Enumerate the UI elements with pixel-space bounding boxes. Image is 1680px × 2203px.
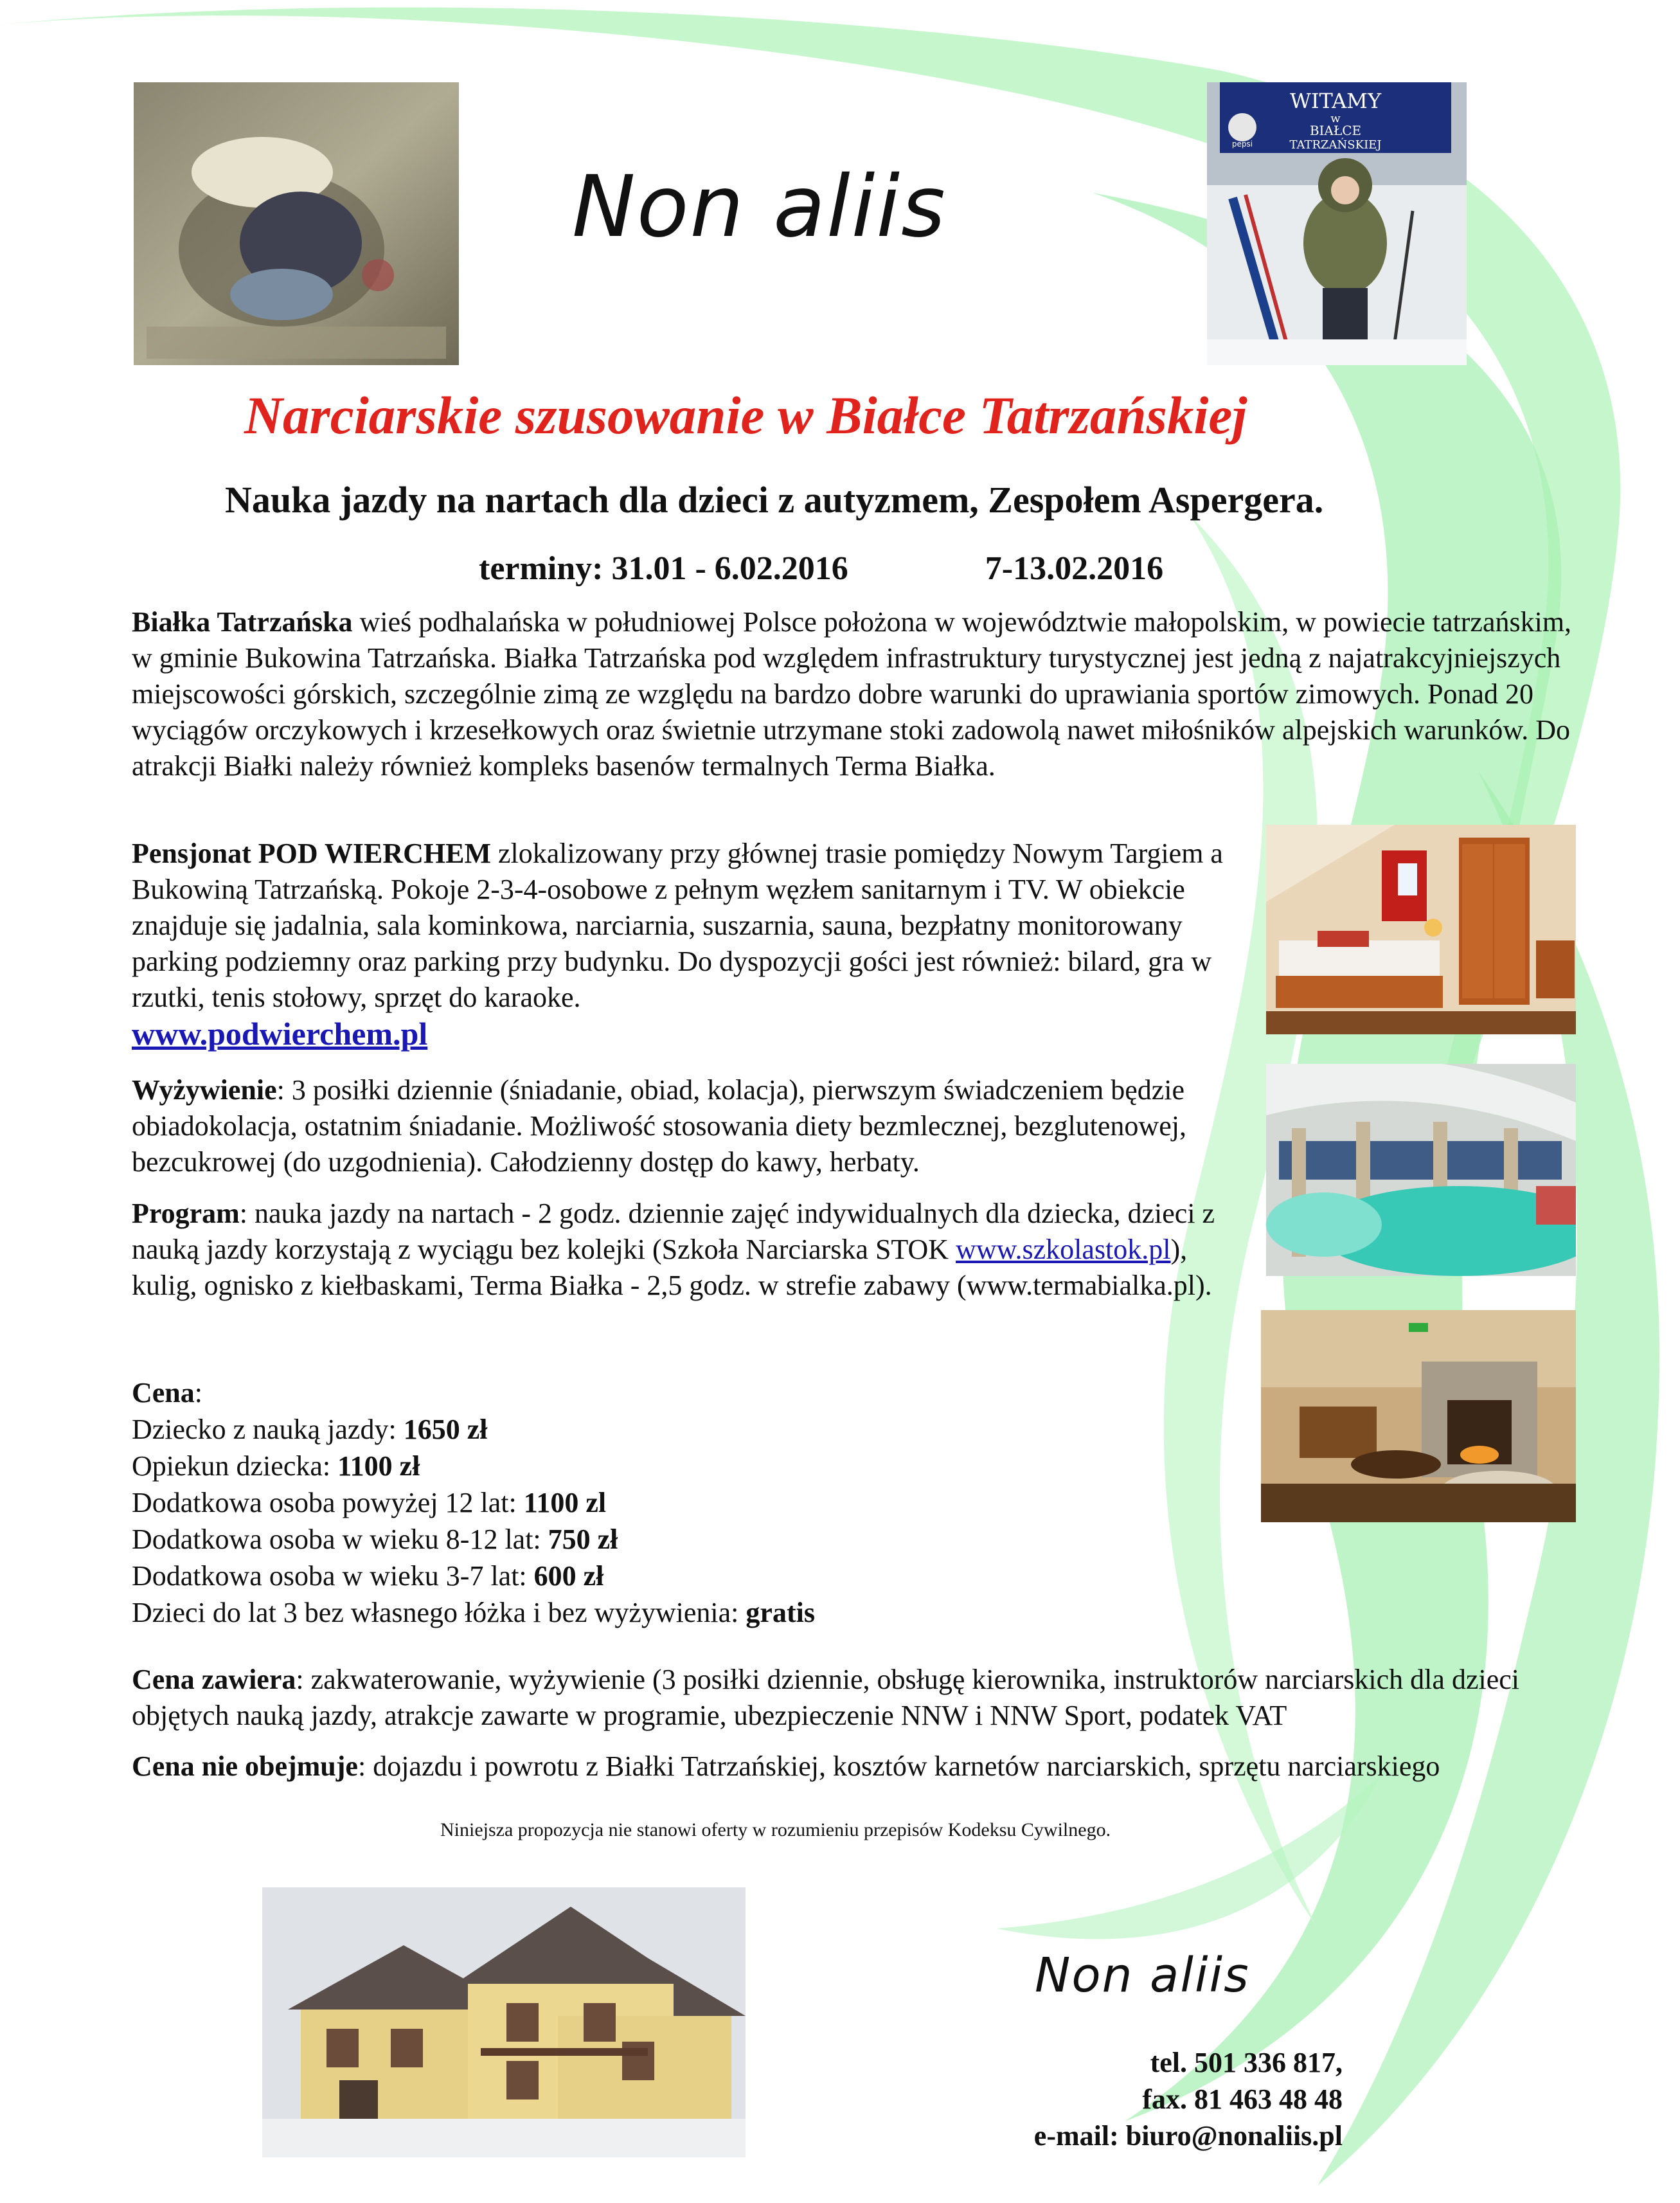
price-label: Cena <box>132 1377 195 1408</box>
price-item-label: Dodatkowa osoba w wieku 3-7 lat: <box>132 1560 534 1592</box>
price-includes-paragraph <box>132 1662 1591 1734</box>
price-item-value: 1100 zł <box>337 1450 420 1482</box>
intro-text: wieś podhalańska w południowej Polsce położona w województwie małopolskim, w powiecie tatrzańskim, w gminie Bukowina Tatrzańska. Białka Tatrzańska pod względem infrastruktury turystycznej jest jedną z najatrakcyjniejszych miejscowości górskich, szczególnie zimą ze względu na bardzo dobre warunki do uprawiania sportów zimowych. Ponad 20 wyciągów orczykowych i krzesełkowych oraz świetnie utrzymane stoki zadowolą nawet miłośników alpejskich warunków. Do atrakcji Białki należy również kompleks basenów termalnych Terma Białka. <box>132 606 1572 782</box>
brand-logo-top: Non aliis <box>572 157 947 256</box>
price-header <box>132 1374 815 1411</box>
welcome-sign-line-2: w <box>1330 112 1341 125</box>
price-item-label: Opiekun dziecka: <box>132 1450 338 1482</box>
price-item <box>132 1594 815 1631</box>
price-item-value: gratis <box>746 1597 815 1628</box>
welcome-sign-line-1: WITAMY <box>1289 89 1382 113</box>
price-item <box>132 1558 815 1594</box>
meals-label: Wyżywienie <box>132 1074 277 1106</box>
includes-label: Cena zawiera <box>132 1664 296 1695</box>
program-text-before: : nauka jazdy na nartach - 2 godz. dziennie zajęć indywidualnych dla dziecka, dzieci z nauką jazdy korzystają z wyciągu bez kolejki (Szkoła Narciarska STOK <box>132 1198 1215 1265</box>
meals-text: : 3 posiłki dziennie (śniadanie, obiad, kolacja), pierwszym świadczeniem będzie obiadokolacja, ostatnim śniadanie. Możliwość stosowania diety bezmlecznej, bezglutenowej, bezcukrowej (do uzgodnienia). Całodzienny dostęp do kawy, herbaty. <box>132 1074 1186 1178</box>
excludes-label: Cena nie obejmuje <box>132 1750 358 1782</box>
ski-school-link[interactable]: www.szkolastok.pl <box>956 1234 1171 1265</box>
dates-first: terminy: 31.01 - 6.02.2016 <box>479 550 848 587</box>
price-item-value: 1100 zl <box>523 1487 607 1518</box>
legal-disclaimer: Niniejsza propozycja nie stanowi oferty w rozumieniu przepisów Kodeksu Cywilnego. <box>440 1819 1111 1840</box>
price-item <box>132 1484 815 1521</box>
price-item-label: Dzieci do lat 3 bez własnego łóżka i bez wyżywienia: <box>132 1597 746 1628</box>
program-text-after: ), kulig, ognisko z kiełbaskami, Terma Białka - 2,5 godz. w strefie zabawy (www.termabialka.pl). <box>132 1234 1212 1301</box>
pension-website-link[interactable]: www.podwierchem.pl <box>132 1016 428 1052</box>
brand-logo-bottom: Non aliis <box>1035 1948 1250 2003</box>
price-item <box>132 1411 815 1448</box>
price-item-value: 600 zł <box>533 1560 604 1592</box>
price-colon: : <box>194 1377 203 1408</box>
price-list <box>132 1374 815 1631</box>
price-item <box>132 1521 815 1558</box>
contact-block <box>1034 2044 1343 2154</box>
price-item-label: Dziecko z nauką jazdy: <box>132 1414 404 1445</box>
price-item-label: Dodatkowa osoba w wieku 8-12 lat: <box>132 1524 548 1555</box>
welcome-sign-line-4: TATRZAŃSKIEJ <box>1289 138 1382 152</box>
program-label: Program <box>132 1198 240 1229</box>
bedroom-photo <box>1266 825 1576 1034</box>
dates-line <box>479 550 1163 588</box>
contact-fax: fax. 81 463 48 48 <box>1142 2083 1343 2115</box>
program-paragraph <box>132 1196 1244 1304</box>
child-in-snow-photo <box>134 82 459 365</box>
includes-text: : zakwaterowanie, wyżywienie (3 posiłki dziennie, obsługę kierownika, instruktorów narciarskich dla dzieci objętych nauką jazdy, atrakcje zawarte w programie, ubezpieczenie NNW i NNW Sport, podatek VAT <box>132 1664 1519 1731</box>
guesthouse-photo <box>262 1887 746 2157</box>
pepsi-logo-text: pepsi <box>1231 139 1253 148</box>
thermal-pool-photo <box>1266 1064 1576 1276</box>
pension-paragraph <box>132 836 1250 1054</box>
pension-text: zlokalizowany przy głównej trasie pomiędzy Nowym Targiem a Bukowiną Tatrzańską. Pokoje 2-3-4-osobowe z pełnym węzłem sanitarnym i TV. W obiekcie znajduje się jadalnia, sala kominkowa, narciarnia, suszarnia, sauna, bezpłatny monitorowany parking podziemny oraz parking przy budynku. Do dyspozycji gości jest również: bilard, gra w rzutki, tenis stołowy, sprzęt do karaoke. <box>132 838 1223 1013</box>
price-excludes-paragraph <box>132 1749 1481 1785</box>
contact-phone: tel. 501 336 817, <box>1150 2047 1343 2078</box>
price-item <box>132 1448 815 1484</box>
page-subtitle: Nauka jazdy na nartach dla dzieci z autyzmem, Zespołem Aspergera. <box>225 479 1324 521</box>
dates-second: 7-13.02.2016 <box>985 550 1164 587</box>
price-item-value: 750 zł <box>548 1524 618 1555</box>
excludes-text: : dojazdu i powrotu z Białki Tatrzańskiej, kosztów karnetów narciarskich, sprzętu narciarskiego <box>357 1750 1440 1782</box>
price-item-label: Dodatkowa osoba powyżej 12 lat: <box>132 1487 524 1518</box>
pension-name: Pensjonat POD WIERCHEM <box>132 838 491 869</box>
contact-email[interactable]: e-mail: biuro@nonaliis.pl <box>1033 2120 1343 2152</box>
intro-place-name: Białka Tatrzańska <box>132 606 353 638</box>
page-title: Narciarskie szusowanie w Białce Tatrzańskiej <box>244 386 1247 445</box>
intro-paragraph <box>132 604 1581 784</box>
fireplace-lounge-photo <box>1261 1310 1576 1522</box>
welcome-sign-line-3: BIAŁCE <box>1309 123 1362 138</box>
child-skier-photo <box>1207 82 1467 365</box>
meals-paragraph <box>132 1072 1250 1180</box>
price-item-value: 1650 zł <box>403 1414 488 1445</box>
